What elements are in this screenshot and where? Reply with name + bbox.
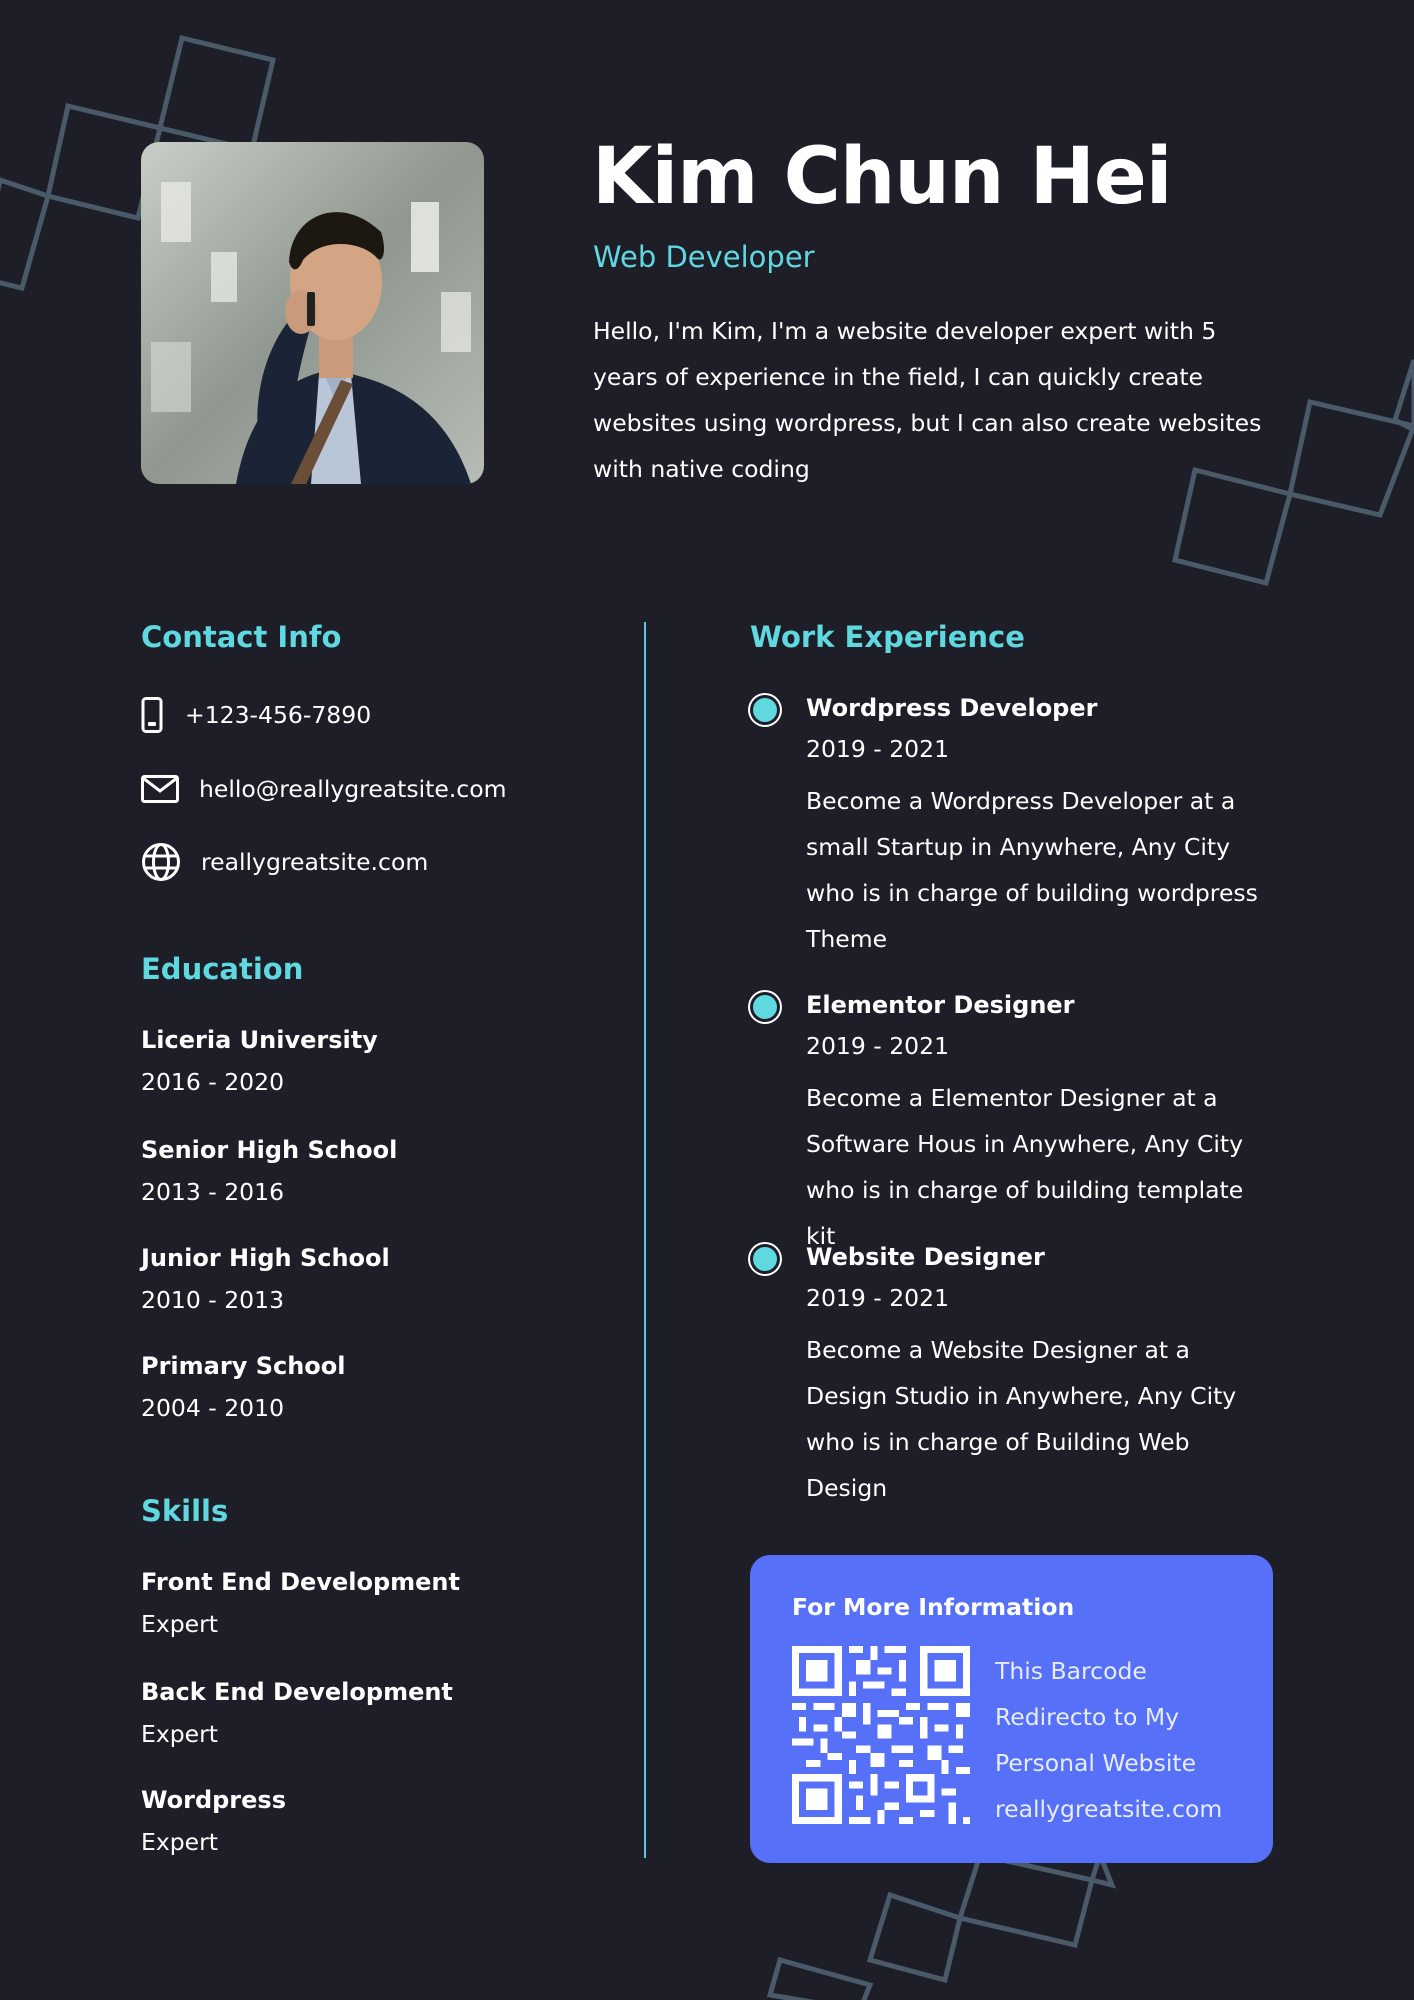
website-link[interactable]: reallygreatsite.com [201,848,429,876]
job-description: Become a Website Designer at a Design Studio in Anywhere, Any City who is in charge of Building Web Design [806,1336,1237,1502]
phone-icon [141,696,171,734]
job-role: Web Developer [593,240,815,274]
contact-phone [141,696,371,734]
skills-heading: Skills [141,1494,229,1528]
contact-heading: Contact Info [141,620,342,654]
contact-email [141,770,507,808]
job-years: 2019 - 2021 [806,1284,950,1312]
mail-icon [141,770,179,808]
skill-level: Expert [141,1720,219,1748]
skill-name: Front End Development [141,1568,460,1596]
job-description: Become a Wordpress Developer at a small Startup in Anywhere, Any City who is in charge of building wordpress Theme [806,787,1258,953]
education-years: 2004 - 2010 [141,1394,285,1422]
education-years: 2010 - 2013 [141,1286,285,1314]
job-years: 2019 - 2021 [806,735,950,763]
education-school: Senior High School [141,1136,398,1164]
education-school: Primary School [141,1352,346,1380]
job-title: Elementor Designer [806,991,1075,1019]
timeline-dot [753,1247,777,1271]
timeline-dot [753,995,777,1019]
info-line: Personal Website [995,1749,1197,1777]
candidate-name: Kim Chun Hei [592,132,1172,222]
info-card-text [995,1648,1255,1832]
timeline-dot [753,698,777,722]
job-title: Wordpress Developer [806,694,1098,722]
column-divider [644,622,646,1858]
education-school: Liceria University [141,1026,378,1054]
intro-paragraph: Hello, I'm Kim, I'm a website developer expert with 5 years of experience in the field, I can quickly create websites using wordpress, but I can also create websites with native coding [593,317,1262,483]
qr-code[interactable] [792,1646,970,1824]
education-heading: Education [141,952,304,986]
experience-heading: Work Experience [750,620,1025,654]
email-link[interactable]: hello@reallygreatsite.com [199,775,507,803]
skill-level: Expert [141,1610,219,1638]
info-website-link[interactable]: reallygreatsite.com [995,1795,1223,1823]
skill-level: Expert [141,1828,219,1856]
globe-icon [141,843,181,881]
education-years: 2013 - 2016 [141,1178,285,1206]
skill-name: Wordpress [141,1786,286,1814]
info-line: This Barcode [995,1657,1147,1685]
info-card [750,1555,1273,1863]
profile-photo [141,142,484,484]
info-line: Redirecto to My [995,1703,1180,1731]
education-years: 2016 - 2020 [141,1068,285,1096]
job-title: Website Designer [806,1243,1045,1271]
education-school: Junior High School [141,1244,390,1272]
info-card-title: For More Information [792,1593,1075,1621]
contact-website [141,843,428,881]
job-description: Become a Elementor Designer at a Software Hous in Anywhere, Any City who is in charge of building template kit [806,1084,1244,1250]
phone-text: +123-456-7890 [185,701,372,729]
job-years: 2019 - 2021 [806,1032,950,1060]
skill-name: Back End Development [141,1678,453,1706]
